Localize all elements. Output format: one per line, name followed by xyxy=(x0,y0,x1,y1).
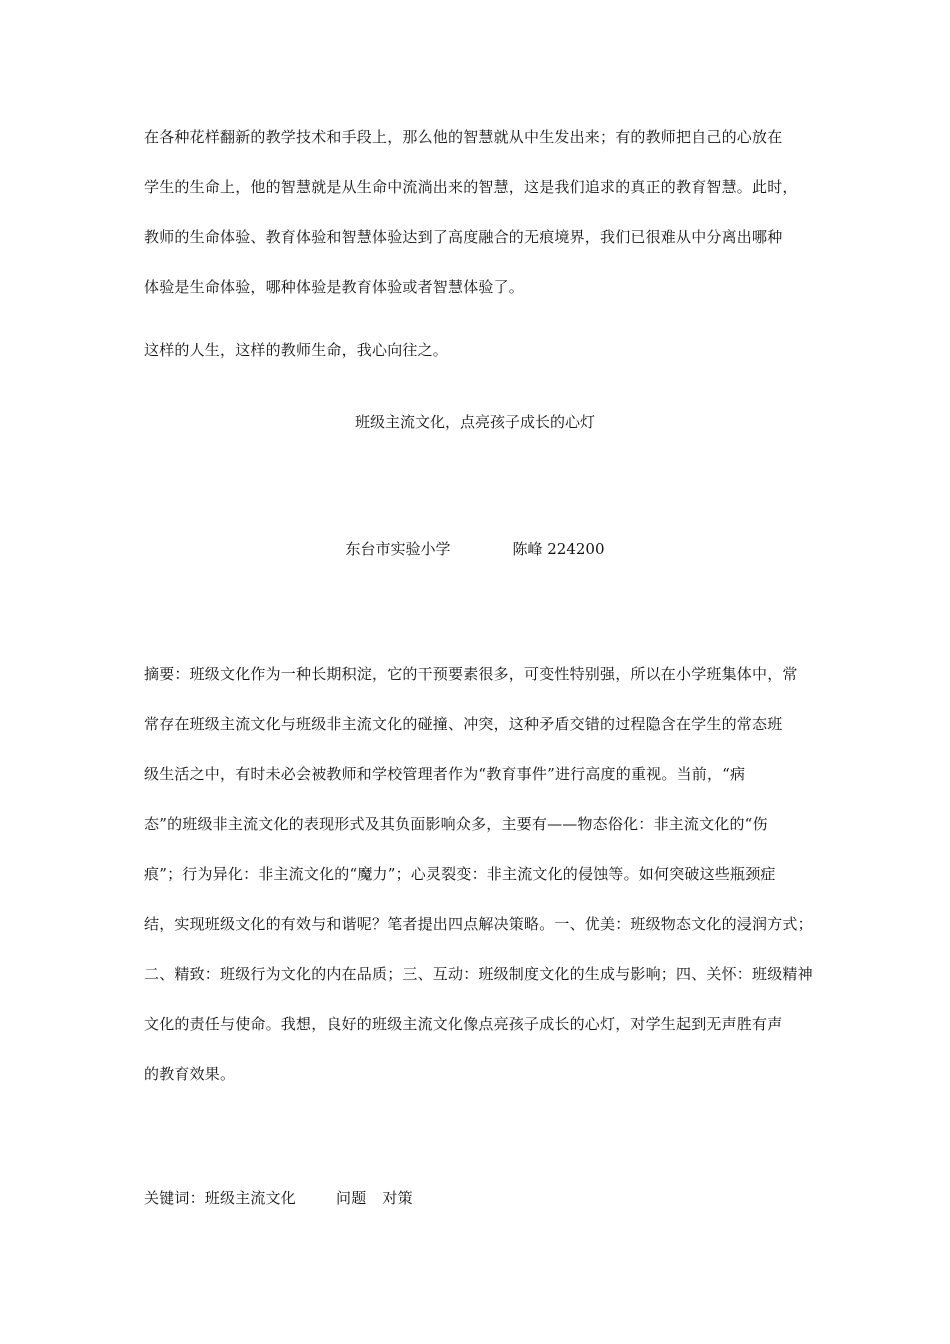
school-name: 东台市实验小学 xyxy=(345,540,451,558)
byline xyxy=(0,540,950,558)
abstract-line-6: 结，实现班级文化的有效与和谐呢？笔者提出四点解决策略。一、优美：班级物态文化的浸润方式； xyxy=(144,915,813,933)
abstract-line-3: 级生活之中，有时未必会被教师和学校管理者作为“教育事件”进行高度的重视。当前，“病 xyxy=(144,765,746,783)
intro-line-3: 教师的生命体验、教育体验和智慧体验达到了高度融合的无痕境界，我们已很难从中分离出哪种 xyxy=(144,228,783,246)
keyword-strategy: 对策 xyxy=(382,1189,413,1207)
keyword-problem: 问题 xyxy=(336,1189,367,1207)
keywords-line xyxy=(144,1189,413,1207)
author-name: 陈峰 224200 xyxy=(512,540,605,558)
intro-line-4: 体验是生命体验，哪种体验是教育体验或者智慧体验了。 xyxy=(144,278,525,296)
article-title: 班级主流文化，点亮孩子成长的心灯 xyxy=(354,413,595,431)
intro-closing-line: 这样的人生，这样的教师生命，我心向往之。 xyxy=(144,341,449,359)
intro-line-1: 在各种花样翻新的教学技术和手段上，那么他的智慧就从中生发出来；有的教师把自己的心放在 xyxy=(144,128,783,146)
intro-line-2: 学生的生命上，他的智慧就是从生命中流淌出来的智慧，这是我们追求的真正的教育智慧。此时， xyxy=(144,178,798,196)
abstract-line-1: 摘要：班级文化作为一种长期积淀，它的干预要素很多，可变性特别强，所以在小学班集体中，常 xyxy=(144,665,798,683)
keywords-label: 关键词：班级主流文化 xyxy=(144,1189,297,1207)
abstract-line-8: 文化的责任与使命。我想，良好的班级主流文化像点亮孩子成长的心灯，对学生起到无声胜有声 xyxy=(144,1015,783,1033)
abstract-line-2: 常存在班级主流文化与班级非主流文化的碰撞、冲突，这种矛盾交错的过程隐含在学生的常态班 xyxy=(144,715,783,733)
abstract-line-9: 的教育效果。 xyxy=(144,1065,236,1083)
abstract-line-4: 态”的班级非主流文化的表现形式及其负面影响众多，主要有——物态俗化：非主流文化的“伤 xyxy=(144,815,768,833)
abstract-line-5: 痕”；行为异化：非主流文化的“魔力”；心灵裂变：非主流文化的侵蚀等。如何突破这些瓶颈症 xyxy=(144,865,776,883)
abstract-line-7: 二、精致：班级行为文化的内在品质；三、互动：班级制度文化的生成与影响；四、关怀：班级精神 xyxy=(144,965,813,983)
